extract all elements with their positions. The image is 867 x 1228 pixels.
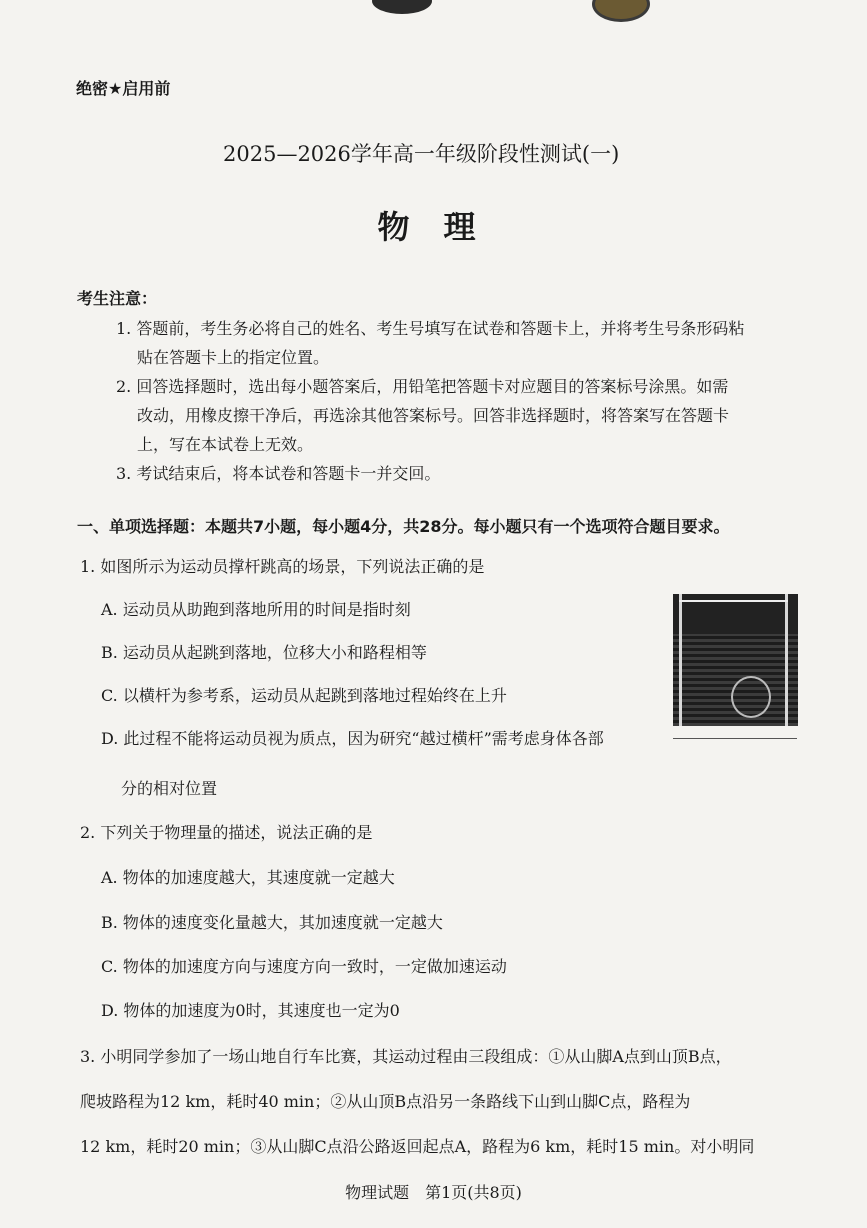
crowd-background [673,634,798,726]
scan-artifact [372,0,432,14]
question-3-line: 3. 小明同学参加了一场山地自行车比赛，其运动过程由三段组成：①从山脚A点到山顶B点， [80,1047,732,1066]
question-2-stem: 2. 下列关于物理量的描述，说法正确的是 [80,823,373,842]
section-heading: 一、单项选择题：本题共7小题，每小题4分，共28分。每小题只有一个选项符合题目要求。 [77,517,730,536]
notice-line: 上，写在本试卷上无效。 [137,435,314,454]
notice-line: 贴在答题卡上的指定位置。 [137,348,330,367]
scan-artifact [592,0,650,22]
question-3-line: 12 km，耗时20 min；③从山脚C点沿公路返回起点A，路程为6 km，耗时15 min。对小明同 [80,1137,755,1156]
question-2-option-a: A. 物体的加速度越大，其速度就一定越大 [101,868,395,887]
confidential-label: 绝密★启用前 [76,79,171,98]
question-2-option-c: C. 物体的加速度方向与速度方向一致时，一定做加速运动 [101,957,507,976]
notice-line: 2. 回答选择题时，选出每小题答案后，用铅笔把答题卡对应题目的答案标号涂黑。如需 [116,377,729,396]
figure-rule [673,738,797,739]
subject-title: 物理 [377,208,510,246]
notice-line: 1. 答题前，考生务必将自己的姓名、考生号填写在试卷和答题卡上，并将考生号条形码粘 [116,319,745,338]
notice-line: 改动，用橡皮擦干净后，再选涂其他答案标号。回答非选择题时，将答案写在答题卡 [137,406,730,425]
exam-title: 2025—2026学年高一年级阶段性测试(一) [223,142,620,166]
upright-left [679,594,682,726]
question-1-option-a: A. 运动员从助跑到落地所用的时间是指时刻 [101,600,411,619]
question-2-option-d: D. 物体的加速度为0时，其速度也一定为0 [101,1001,400,1020]
question-1-option-d: D. 此过程不能将运动员视为质点，因为研究“越过横杆”需考虑身体各部 [101,729,604,748]
crossbar [679,600,788,602]
question-3-line: 爬坡路程为12 km，耗时40 min；②从山顶B点沿另一条路线下山到山脚C点，路程为 [80,1092,691,1111]
page-footer: 物理试题 第1页(共8页) [345,1183,522,1202]
question-1-option-d-cont: 分的相对位置 [121,779,218,798]
question-1-option-c: C. 以横杆为参考系，运动员从起跳到落地过程始终在上升 [101,686,507,705]
question-2-option-b: B. 物体的速度变化量越大，其加速度就一定越大 [101,913,443,932]
notice-title: 考生注意： [77,289,158,308]
pole-vault-photo [673,594,798,726]
upright-right [785,594,788,726]
question-1-option-b: B. 运动员从起跳到落地，位移大小和路程相等 [101,643,427,662]
question-1-stem: 1. 如图所示为运动员撑杆跳高的场景，下列说法正确的是 [80,557,485,576]
athlete-figure [731,676,771,718]
notice-line: 3. 考试结束后，将本试卷和答题卡一并交回。 [116,464,441,483]
scan-top-edge [0,0,867,28]
